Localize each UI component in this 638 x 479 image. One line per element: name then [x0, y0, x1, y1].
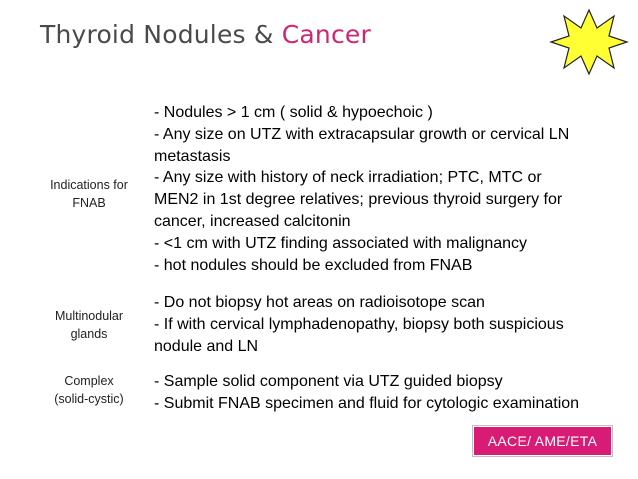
list-item: metastasis: [154, 147, 231, 165]
list-item: - Any size with history of neck irradiation; PTC, MTC or: [154, 169, 542, 187]
row-label-indications: [30, 176, 148, 212]
list-item: - If with cervical lymphadenopathy, biopsy both suspicious: [154, 315, 564, 333]
list-item: MEN2 in 1st degree relatives; previous thyroid surgery for: [154, 191, 563, 209]
list-item: - <1 cm with UTZ finding associated with malignancy: [154, 234, 528, 252]
row-body-complex: [154, 371, 624, 415]
row-label-multinodular: [30, 307, 148, 343]
title-main: Thyroid Nodules &: [40, 20, 282, 49]
title-accent: Cancer: [281, 20, 371, 49]
row-label-line: (solid-cystic): [54, 392, 124, 406]
row-label-line: Indications for: [50, 178, 128, 192]
row-label-line: Multinodular: [54, 309, 124, 323]
list-item: - Nodules > 1 cm ( solid & hypoechoic ): [154, 104, 433, 121]
list-item: - Any size on UTZ with extracapsular growth or cervical LN: [154, 125, 570, 143]
list-item: - Sample solid component via UTZ guided biopsy: [154, 373, 503, 390]
star-icon: [549, 8, 629, 76]
row-label-line: glands: [70, 327, 108, 341]
list-item: nodule and LN: [154, 337, 259, 355]
list-item: cancer, increased calcitonin: [154, 212, 351, 230]
list-item: - hot nodules should be excluded from FNAB: [154, 256, 473, 274]
source-badge: AACE/ AME/ETA: [473, 426, 612, 456]
row-label-line: FNAB: [72, 196, 106, 210]
row-label-complex: [30, 372, 148, 408]
list-item: - Do not biopsy hot areas on radioisotope scan: [154, 294, 485, 311]
list-item: - Submit FNAB specimen and fluid for cytologic examination: [154, 394, 580, 412]
slide-title: [40, 20, 371, 49]
row-label-line: Complex: [64, 374, 114, 388]
row-body-indications: [154, 102, 624, 276]
row-body-multinodular: [154, 292, 624, 357]
